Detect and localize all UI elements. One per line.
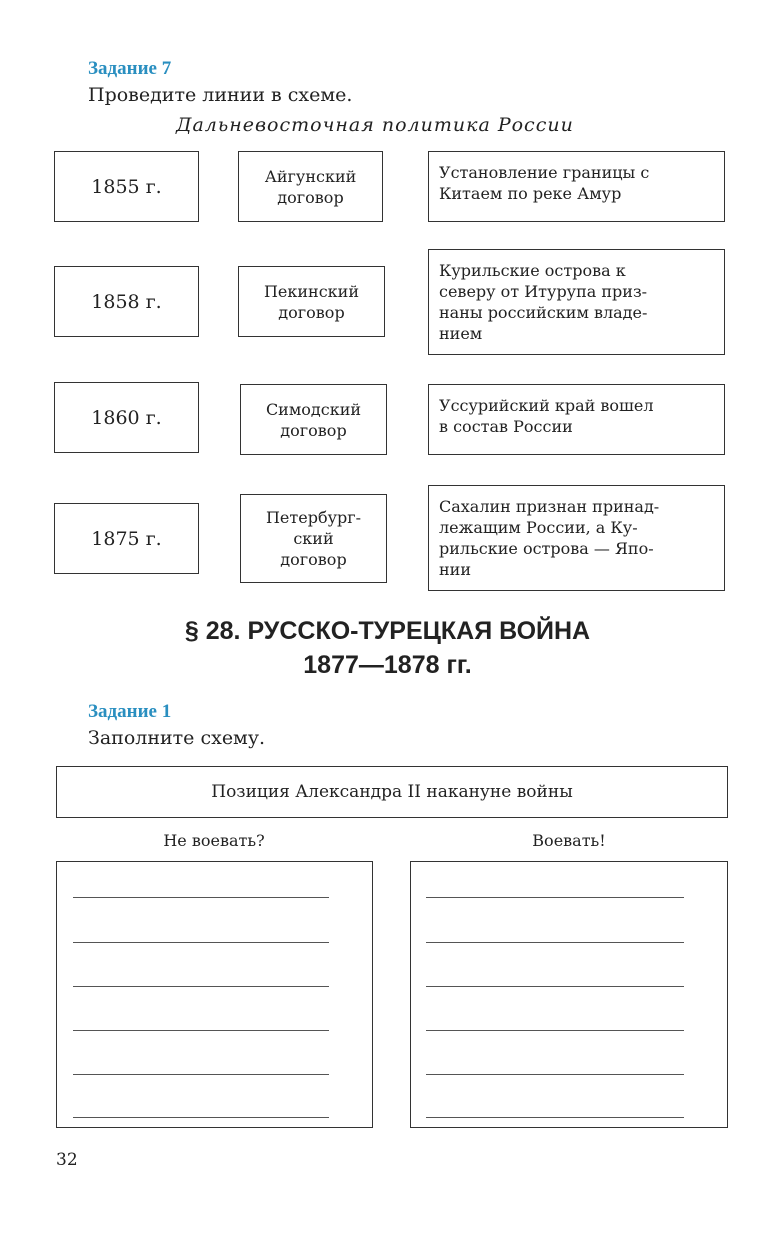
task1-instruction: Заполните схему. (88, 727, 266, 749)
left-column-label: Не воевать? (163, 831, 265, 850)
answer-line[interactable] (426, 1074, 684, 1075)
answer-line[interactable] (73, 986, 329, 987)
treaty-box-petersburg[interactable]: Петербург- ский договор (240, 494, 387, 583)
year-box-1855[interactable]: 1855 г. (54, 151, 199, 222)
task7-title: Задание 7 (88, 58, 172, 79)
position-box: Позиция Александра II накануне войны (56, 766, 728, 818)
answer-line[interactable] (426, 986, 684, 987)
treaty-box-shimoda[interactable]: Симодский договор (240, 384, 387, 455)
answer-box-no-war[interactable] (56, 861, 373, 1128)
task7-instruction: Проведите линии в схеме. (88, 84, 353, 106)
year-box-1875[interactable]: 1875 г. (54, 503, 199, 574)
section-heading-line1: § 28. РУССКО-ТУРЕЦКАЯ ВОЙНА (184, 617, 591, 645)
diagram-title: Дальневосточная политика России (176, 114, 574, 136)
outcome-box-amur[interactable]: Установление границы с Китаем по реке Амур (428, 151, 725, 222)
answer-line[interactable] (426, 1030, 684, 1031)
answer-line[interactable] (426, 942, 684, 943)
answer-box-war[interactable] (410, 861, 728, 1128)
outcome-box-ussuri[interactable]: Уссурийский край вошел в состав России (428, 384, 725, 455)
treaty-box-aigun[interactable]: Айгунский договор (238, 151, 383, 222)
answer-line[interactable] (73, 942, 329, 943)
answer-line[interactable] (73, 897, 329, 898)
right-column-label: Воевать! (532, 831, 606, 850)
page-number: 32 (56, 1150, 78, 1170)
treaty-box-peking[interactable]: Пекинский договор (238, 266, 385, 337)
outcome-box-sakhalin[interactable]: Сахалин признан принад- лежащим России, а Ку- рильские острова — Япо- нии (428, 485, 725, 591)
year-box-1860[interactable]: 1860 г. (54, 382, 199, 453)
answer-line[interactable] (73, 1117, 329, 1118)
year-box-1858[interactable]: 1858 г. (54, 266, 199, 337)
answer-line[interactable] (426, 897, 684, 898)
answer-line[interactable] (73, 1030, 329, 1031)
section-heading-line2: 1877—1878 гг. (303, 651, 472, 679)
outcome-box-kuril[interactable]: Курильские острова к северу от Итурупа приз- наны российским владе- нием (428, 249, 725, 355)
answer-line[interactable] (426, 1117, 684, 1118)
answer-line[interactable] (73, 1074, 329, 1075)
task1-title: Задание 1 (88, 701, 172, 722)
